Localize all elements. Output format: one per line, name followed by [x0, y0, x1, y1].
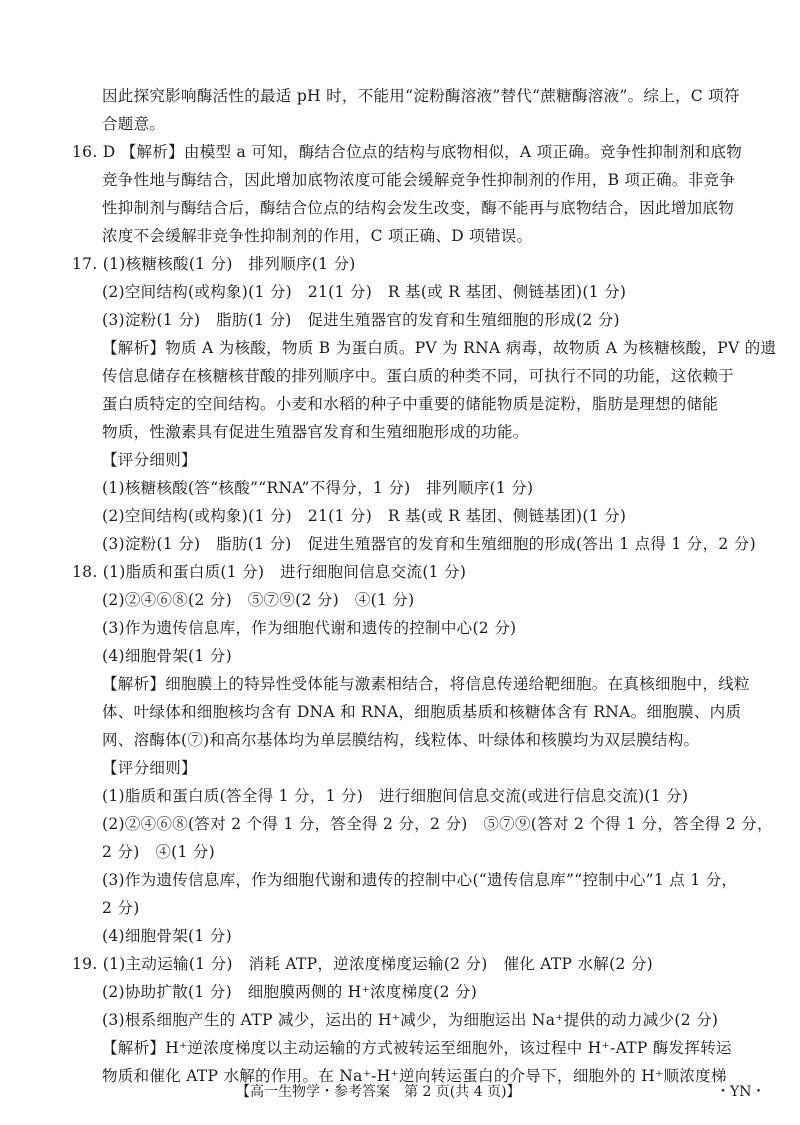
- text-line: 体、叶绿体和细胞核均含有 DNA 和 RNA，细胞质基质和核糖体含有 RNA。细胞膜、内质: [102, 703, 742, 721]
- text-line: 合题意。: [102, 115, 166, 133]
- text-line: 【评分细则】: [102, 759, 197, 777]
- text-line: 蛋白质特定的空间结构。小麦和水稻的种子中重要的储能物质是淀粉，脂肪是理想的储能: [102, 395, 719, 413]
- text-line: 性抑制剂与酶结合后，酶结合位点的结构会发生改变，酶不能再与底物结合，因此增加底物: [102, 199, 735, 217]
- text-line: (2)空间结构(或构象)(1 分) 21(1 分) R 基(或 R 基团、侧链基团)(1 分): [102, 507, 627, 525]
- text-line: 2 分) ④(1 分): [102, 843, 216, 861]
- text-line: 物质和催化 ATP 水解的作用。在 Na⁺-H⁺逆向转运蛋白的介导下，细胞外的 H⁺顺浓度梯: [102, 1067, 727, 1085]
- text-line: 【解析】物质 A 为核酸，物质 B 为蛋白质。PV 为 RNA 病毒，故物质 A 为核糖核酸，PV 的遗: [102, 339, 777, 357]
- text-line: (2)协助扩散(1 分) 细胞膜两侧的 H⁺浓度梯度(2 分): [102, 983, 478, 1001]
- text-line: 【解析】H⁺逆浓度梯度以主动运输的方式被转运至细胞外，该过程中 H⁺-ATP 酶发挥转运: [102, 1039, 732, 1057]
- footer-code: ・YN・: [716, 1084, 766, 1100]
- text-line: (1)核糖核酸(答“核酸”“RNA”不得分，1 分) 排列顺序(1 分): [102, 479, 534, 497]
- text-line: (3)淀粉(1 分) 脂肪(1 分) 促进生殖器官的发育和生殖细胞的形成(2 分): [102, 311, 620, 329]
- text-line: 2 分): [102, 899, 140, 917]
- text-line: 物质，性激素具有促进生殖器官发育和生殖细胞形成的功能。: [102, 423, 529, 441]
- text-line: (4)细胞骨架(1 分): [102, 647, 232, 665]
- text-line: (1)脂质和蛋白质(答全得 1 分，1 分) 进行细胞间信息交流(或进行信息交流)(1 分): [102, 787, 689, 805]
- text-line: 因此探究影响酶活性的最适 pH 时，不能用“淀粉酶溶液”替代“蔗糖酶溶液”。综上，C 项符: [102, 87, 740, 105]
- text-line: 竞争性地与酶结合，因此增加底物浓度可能会缓解竞争性抑制剂的作用，B 项正确。非竞争: [102, 171, 736, 189]
- text-line: 【解析】细胞膜上的特异性受体能与激素相结合，将信息传递给靶细胞。在真核细胞中，线粒: [102, 675, 750, 693]
- text-line: (2)②④⑥⑧(2 分) ⑤⑦⑨(2 分) ④(1 分): [102, 591, 415, 609]
- text-line: (3)作为遗传信息库，作为细胞代谢和遗传的控制中心(2 分): [102, 619, 517, 637]
- text-line: 17. (1)核糖核酸(1 分) 排列顺序(1 分): [72, 255, 356, 273]
- text-line: 【评分细则】: [102, 451, 197, 469]
- text-line: (4)细胞骨架(1 分): [102, 927, 232, 945]
- text-line: (3)淀粉(1 分) 脂肪(1 分) 促进生殖器官的发育和生殖细胞的形成(答出 1 点得 1 分，2 分): [102, 535, 756, 553]
- text-line: 18. (1)脂质和蛋白质(1 分) 进行细胞间信息交流(1 分): [72, 563, 467, 581]
- text-line: 网、溶酶体(⑦)和高尔基体均为单层膜结构，线粒体、叶绿体和核膜均为双层膜结构。: [102, 731, 700, 749]
- text-line: 16. D 【解析】由模型 a 可知，酶结合位点的结构与底物相似，A 项正确。竞争性抑制剂和底物: [72, 143, 743, 161]
- text-line: (3)作为遗传信息库，作为细胞代谢和遗传的控制中心(“遗传信息库”“控制中心”1 点 1 分，: [102, 871, 738, 889]
- text-line: 19. (1)主动运输(1 分) 消耗 ATP，逆浓度梯度运输(2 分) 催化 ATP 水解(2 分): [72, 955, 653, 973]
- text-line: (3)根系细胞产生的 ATP 减少，运出的 H⁺减少，为细胞运出 Na⁺提供的动力减少(2 分): [102, 1011, 719, 1029]
- text-line: 浓度不会缓解非竞争性抑制剂的作用，C 项正确、D 项错误。: [102, 227, 533, 245]
- footer-page-info: 【高一生物学・参考答案 第 2 页(共 4 页)】: [236, 1084, 521, 1100]
- text-line: (2)②④⑥⑧(答对 2 个得 1 分，答全得 2 分，2 分) ⑤⑦⑨(答对 2 个得 1 分，答全得 2 分，: [102, 815, 773, 833]
- text-line: (2)空间结构(或构象)(1 分) 21(1 分) R 基(或 R 基团、侧链基团)(1 分): [102, 283, 627, 301]
- text-line: 传信息储存在核糖核苷酸的排列顺序中。蛋白质的种类不同，可执行不同的功能，这依赖于: [102, 367, 735, 385]
